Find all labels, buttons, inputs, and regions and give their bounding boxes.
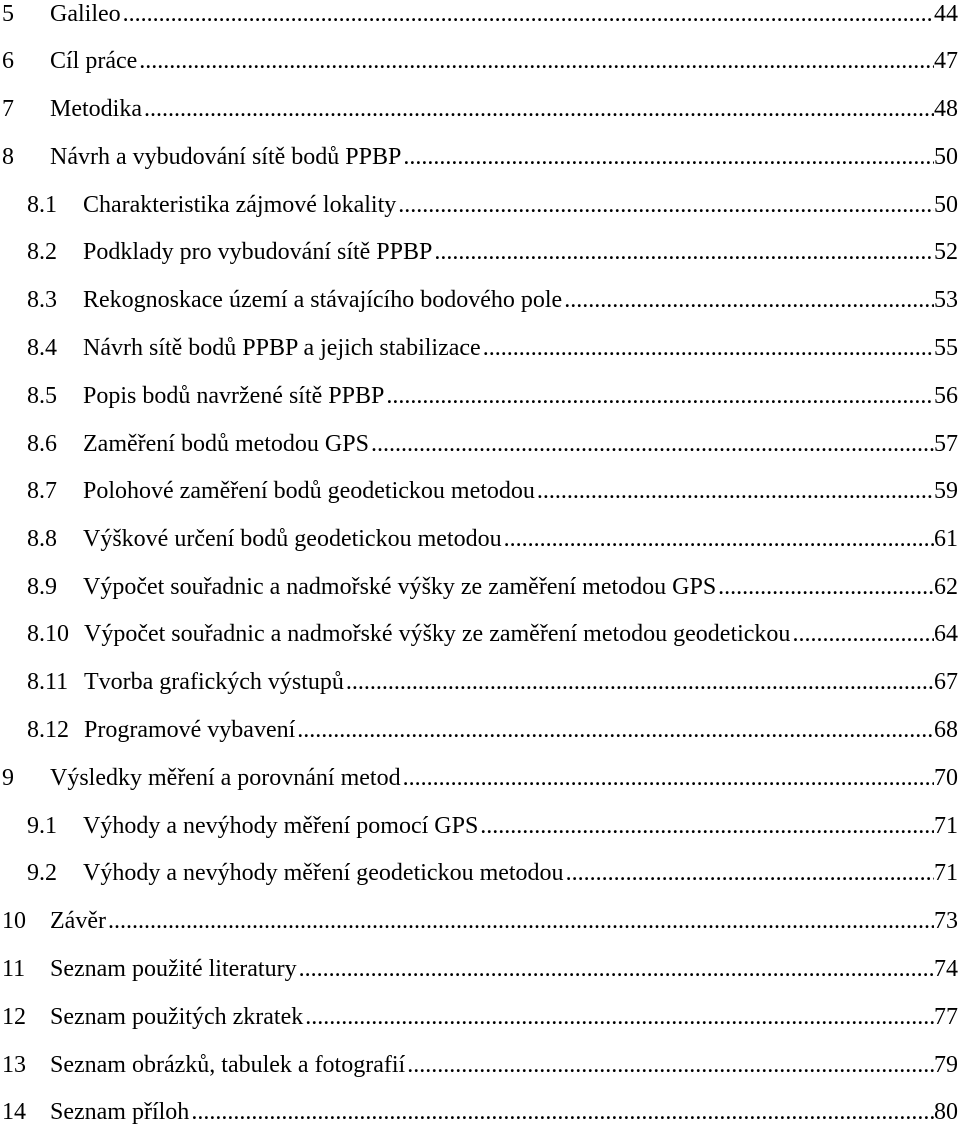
- toc-entry-title: Návrh sítě bodů PPBP a jejich stabilizace: [83, 335, 481, 361]
- toc-entry-page: 71: [934, 860, 958, 886]
- toc-entry-title: Seznam použité literatury: [50, 956, 297, 982]
- toc-entry-number: 11: [2, 956, 26, 982]
- toc-entry-page: 59: [934, 478, 958, 504]
- toc-entry-page: 50: [934, 192, 958, 218]
- toc-entry-number: 8.9: [27, 574, 57, 600]
- toc-entry-page: 62: [934, 574, 958, 600]
- toc-entry[interactable]: [0, 1045, 958, 1085]
- dot-leader: [295, 710, 934, 750]
- dot-leader: [478, 806, 934, 846]
- dot-leader: [344, 662, 934, 702]
- toc-entry-number: 10: [2, 908, 26, 934]
- toc-entry-page: 73: [934, 908, 958, 934]
- toc-entry-title: Výškové určení bodů geodetickou metodou: [83, 526, 502, 552]
- toc-entry[interactable]: [0, 232, 958, 272]
- toc-entry-title: Rekognoskace území a stávajícího bodového pole: [83, 287, 563, 313]
- dot-leader: [297, 949, 934, 989]
- toc-entry-number: 8.2: [27, 239, 57, 265]
- toc-entry-page: 64: [934, 621, 958, 647]
- toc-entry[interactable]: [0, 89, 958, 129]
- toc-entry-number: 8.1: [27, 192, 57, 218]
- toc-entry[interactable]: [0, 0, 958, 34]
- dot-leader: [401, 137, 934, 177]
- toc-entry-title: Výsledky měření a porovnání metod: [50, 765, 401, 791]
- dot-leader: [142, 89, 934, 129]
- dot-leader: [401, 758, 934, 798]
- toc-entry-title: Cíl práce: [50, 48, 138, 74]
- toc-entry-title: Návrh a vybudování sítě bodů PPBP: [50, 144, 402, 170]
- toc-entry-title: Seznam příloh: [50, 1099, 190, 1125]
- toc-entry-title: Podklady pro vybudování sítě PPBP: [83, 239, 433, 265]
- toc-entry-title: Výpočet souřadnic a nadmořské výšky ze zaměření metodou geodetickou: [84, 621, 791, 647]
- toc-entry-number: 8.12: [27, 717, 69, 743]
- toc-entry[interactable]: [0, 614, 958, 654]
- toc-entry-number: 6: [2, 48, 14, 74]
- toc-entry-number: 9.1: [27, 813, 57, 839]
- toc-entry-title: Seznam použitých zkratek: [50, 1004, 304, 1030]
- toc-entry-title: Polohové zaměření bodů geodetickou metodou: [83, 478, 535, 504]
- toc-entry-number: 7: [2, 96, 14, 122]
- toc-entry-page: 77: [934, 1004, 958, 1030]
- toc-entry[interactable]: [0, 41, 958, 81]
- toc-entry-title: Popis bodů navržené sítě PPBP: [83, 383, 385, 409]
- toc-entry-number: 8: [2, 144, 14, 170]
- toc-entry-title: Seznam obrázků, tabulek a fotografií: [50, 1052, 406, 1078]
- toc-entry-number: 12: [2, 1004, 26, 1030]
- toc-entry-number: 8.3: [27, 287, 57, 313]
- dot-leader: [303, 997, 934, 1037]
- dot-leader: [405, 1045, 934, 1085]
- toc-entry[interactable]: [0, 997, 958, 1037]
- toc-entry-number: 8.5: [27, 383, 57, 409]
- dot-leader: [535, 471, 934, 511]
- toc-entry[interactable]: [0, 901, 958, 941]
- toc-entry-number: 8.10: [27, 621, 69, 647]
- toc-entry-page: 52: [934, 239, 958, 265]
- toc-entry-title: Tvorba grafických výstupů: [84, 669, 344, 695]
- toc-entry-page: 74: [934, 956, 958, 982]
- dot-leader: [384, 376, 934, 416]
- toc-entry[interactable]: [0, 376, 958, 416]
- dot-leader: [137, 41, 934, 81]
- dot-leader: [502, 519, 934, 559]
- toc-entry-page: 47: [934, 48, 958, 74]
- dot-leader: [396, 185, 934, 225]
- toc-entry[interactable]: [0, 137, 958, 177]
- toc-entry-number: 8.6: [27, 431, 57, 457]
- toc-entry-page: 55: [934, 335, 958, 361]
- toc-entry-page: 80: [934, 1099, 958, 1125]
- toc-entry-page: 56: [934, 383, 958, 409]
- toc-entry-number: 9: [2, 765, 14, 791]
- toc-entry[interactable]: [0, 758, 958, 798]
- dot-leader: [790, 614, 934, 654]
- toc-entry[interactable]: [0, 424, 958, 464]
- toc-entry[interactable]: [0, 471, 958, 511]
- toc-entry-title: Charakteristika zájmové lokality: [83, 192, 397, 218]
- dot-leader: [121, 0, 934, 34]
- toc-entry[interactable]: [0, 853, 958, 893]
- toc-entry-page: 68: [934, 717, 958, 743]
- toc-entry-page: 70: [934, 765, 958, 791]
- toc-entry-number: 8.7: [27, 478, 57, 504]
- toc-entry[interactable]: [0, 280, 958, 320]
- dot-leader: [564, 853, 934, 893]
- toc-entry[interactable]: [0, 567, 958, 607]
- toc-entry-page: 79: [934, 1052, 958, 1078]
- toc-entry-title: Galileo: [50, 1, 121, 27]
- toc-entry-page: 67: [934, 669, 958, 695]
- toc-entry-number: 5: [2, 1, 14, 27]
- toc-entry-page: 48: [934, 96, 958, 122]
- dot-leader: [716, 567, 934, 607]
- toc-entry-number: 8.4: [27, 335, 57, 361]
- toc-entry[interactable]: [0, 710, 958, 750]
- toc-entry-title: Výhody a nevýhody měření pomocí GPS: [83, 813, 479, 839]
- toc-entry[interactable]: [0, 1092, 958, 1132]
- toc-entry-title: Metodika: [50, 96, 142, 122]
- toc-entry-number: 8.8: [27, 526, 57, 552]
- dot-leader: [106, 901, 934, 941]
- toc-entry-title: Programové vybavení: [84, 717, 296, 743]
- toc-entry-number: 13: [2, 1052, 26, 1078]
- toc-entry-title: Zaměření bodů metodou GPS: [83, 431, 369, 457]
- toc-entry-number: 8.11: [27, 669, 69, 695]
- toc-entry-page: 71: [934, 813, 958, 839]
- toc-entry-page: 53: [934, 287, 958, 313]
- toc-entry-title: Výhody a nevýhody měření geodetickou metodou: [83, 860, 564, 886]
- toc-entry-number: 14: [2, 1099, 26, 1125]
- dot-leader: [481, 328, 934, 368]
- toc-entry[interactable]: [0, 662, 958, 702]
- toc-entry-title: Výpočet souřadnic a nadmořské výšky ze zaměření metodou GPS: [83, 574, 717, 600]
- dot-leader: [369, 424, 934, 464]
- toc-entry-page: 44: [934, 1, 958, 27]
- dot-leader: [189, 1092, 934, 1132]
- toc-entry-page: 61: [934, 526, 958, 552]
- toc-entry[interactable]: [0, 949, 958, 989]
- toc-entry-number: 9.2: [27, 860, 57, 886]
- toc-entry[interactable]: [0, 519, 958, 559]
- toc-entry[interactable]: [0, 185, 958, 225]
- toc-entry-page: 57: [934, 431, 958, 457]
- toc-entry[interactable]: [0, 806, 958, 846]
- dot-leader: [562, 280, 934, 320]
- toc-entry[interactable]: [0, 328, 958, 368]
- toc-entry-page: 50: [934, 144, 958, 170]
- dot-leader: [432, 232, 934, 272]
- toc-entry-title: Závěr: [50, 908, 106, 934]
